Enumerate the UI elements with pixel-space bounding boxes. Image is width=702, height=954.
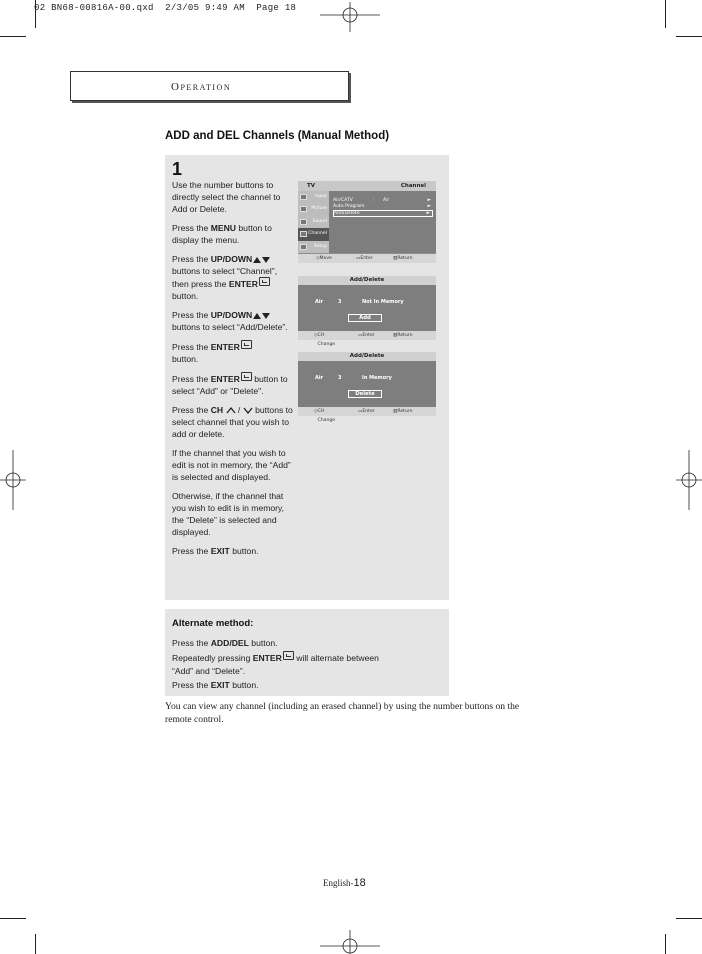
registration-mark-right (676, 450, 702, 510)
osd-sidebar-item-sound: Sound (298, 216, 329, 228)
osd-footer (298, 331, 436, 347)
osd-footer (298, 407, 436, 423)
alternate-line: Press the ADD/DEL button. (172, 638, 278, 648)
instruction-paragraph: Press the UP/DOWN buttons to select “Channel”, then press the ENTER button. (172, 254, 278, 301)
enter-icon (283, 651, 294, 660)
instruction-paragraph: Press the CH / buttons to select channel that you wish to add or delete. (172, 405, 293, 439)
osd-footer-enter: ▭ Enter (358, 333, 375, 338)
alternate-method-text (172, 637, 442, 692)
osd-menu-title: Channel (400, 183, 426, 189)
tv-menu-screenshot-delete: Add/Delete Air 3 In Memory Delete ◇ CH Change ▭ Enter ▥ Return (298, 352, 436, 416)
registration-mark-bottom (320, 930, 380, 954)
osd-delete-button: Delete (348, 390, 382, 398)
print-slug: 02 BN68-00816A-00.qxd 2/3/05 9:49 AM Page 18 (34, 3, 297, 13)
osd-menu-row-selected: Add/Delete ► (333, 210, 433, 217)
page-number: English-18 (323, 877, 366, 889)
osd-sidebar-item-input: Input (298, 191, 329, 203)
crop-mark (676, 918, 702, 919)
instruction-paragraph: Use the number buttons to directly select the channel to Add or Delete. (172, 180, 281, 214)
osd-menu-content (329, 191, 436, 253)
chevron-up-icon (226, 407, 236, 414)
chevron-down-icon (243, 407, 253, 414)
enter-icon (241, 340, 252, 349)
alternate-line: Press the EXIT button. (172, 679, 259, 690)
instruction-paragraph: Press the MENU button to display the menu. (172, 223, 272, 245)
osd-menu-header (298, 181, 436, 191)
osd-footer-return: ▥ Return (393, 256, 413, 261)
osd-footer (298, 254, 436, 263)
crop-mark (676, 36, 702, 37)
input-icon (300, 194, 307, 200)
enter-icon (259, 277, 270, 286)
osd-footer-return: ▥ Return (393, 333, 413, 338)
crop-mark (665, 934, 666, 954)
osd-sidebar-item-setup: Setup (298, 241, 329, 253)
osd-add-button: Add (348, 314, 382, 322)
tv-menu-screenshot-add: Add/Delete Air 3 Not In Memory Add ◇ CH Change ▭ Enter ▥ Return (298, 276, 436, 340)
crop-mark (0, 36, 26, 37)
picture-icon (300, 206, 307, 212)
instruction-paragraph: If the channel that you wish to edit is not in memory, the “Add” is selected and displayed. (172, 448, 291, 482)
crop-mark (665, 0, 666, 28)
osd-add-delete-title: Add/Delete (298, 276, 436, 285)
channel-icon (300, 231, 307, 237)
tv-menu-screenshot-channel (298, 181, 436, 263)
page-title: ADD and DEL Channels (Manual Method) (165, 130, 390, 142)
registration-mark-left (0, 450, 26, 510)
up-down-triangles-icon (252, 256, 270, 264)
instruction-paragraph: Press the EXIT button. (172, 546, 259, 556)
enter-icon (241, 372, 252, 381)
sound-icon (300, 219, 307, 225)
instruction-paragraph: Otherwise, if the channel that you wish to edit is in memory, the “Delete” is selected and displayed. (172, 491, 285, 537)
osd-footer-ch: ◇ CH Change (314, 409, 336, 423)
crop-mark (0, 918, 26, 919)
osd-footer-enter: ▭ Enter (358, 409, 375, 414)
up-down-triangles-icon (252, 312, 270, 320)
registration-mark-top (320, 2, 380, 32)
section-header-title: Operation (171, 81, 232, 93)
osd-footer-enter: ▭ Enter (356, 256, 373, 261)
instruction-paragraph: Press the UP/DOWN buttons to select “Add/Delete”. (172, 310, 288, 332)
section-header-box (70, 71, 349, 101)
osd-footer-ch: ◇ CH Change (314, 333, 336, 347)
osd-sidebar (298, 191, 329, 253)
footer-note: You can view any channel (including an erased channel) by using the number buttons on the remote control. (165, 701, 520, 725)
osd-menu-row: Auto Program ► (333, 204, 431, 209)
osd-footer-return: ▥ Return (393, 409, 413, 414)
alternate-method-title: Alternate method: (172, 618, 254, 629)
osd-footer-move: ◇ Move (316, 256, 332, 261)
instruction-paragraph: Press the ENTER button to select “Add” or "Delete". (172, 374, 288, 396)
crop-mark (35, 934, 36, 954)
osd-tv-label: TV (307, 183, 316, 189)
osd-menu-row: Air/CATV : Air ► (333, 198, 431, 203)
osd-add-delete-title: Add/Delete (298, 352, 436, 361)
alternate-line: Repeatedly pressing ENTER will alternate between (172, 652, 379, 663)
step-number: 1 (172, 159, 183, 179)
setup-icon (300, 244, 307, 250)
osd-sidebar-item-channel: Channel (298, 228, 329, 240)
alternate-line: “Add” and “Delete”. (172, 666, 246, 676)
instruction-paragraph: Press the ENTER button. (172, 340, 294, 365)
alternate-method-panel (165, 609, 449, 696)
osd-sidebar-item-picture: Picture (298, 203, 329, 215)
step-instructions (172, 179, 294, 564)
